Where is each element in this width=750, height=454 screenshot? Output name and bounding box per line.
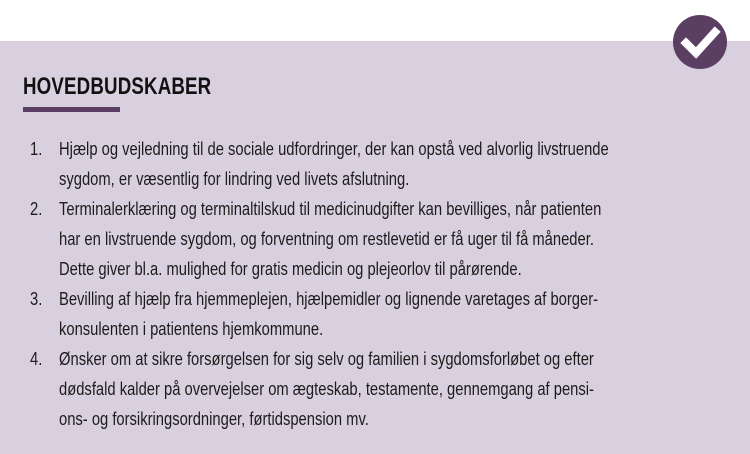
list-item-text-line: Terminalerklæring og terminaltilskud til medicinudgifter kan bevilliges, når patienten xyxy=(59,199,602,219)
list-item-text-line: konsulenten i patientens hjemkommune. xyxy=(59,319,324,339)
list-item xyxy=(0,134,729,194)
list-item xyxy=(0,344,729,434)
list-item-number: 1. xyxy=(30,139,43,159)
check-badge xyxy=(673,15,727,69)
list-item-text-line: Dette giver bl.a. mulighed for gratis medicin og plejeorlov til pårørende. xyxy=(59,259,522,279)
list-item xyxy=(0,194,729,284)
list-item-number: 3. xyxy=(30,289,43,309)
list-item-text-line: sygdom, er væsentlig for lindring ved livets afslutning. xyxy=(59,169,410,189)
list-item xyxy=(0,284,729,344)
section-heading: HOVEDBUDSKABER xyxy=(23,73,212,100)
list-item-text-line: ons- og forsikringsordninger, førtidspension mv. xyxy=(59,409,369,429)
list-item-text-line: Bevilling af hjælp fra hjemmeplejen, hjælpemidler og lignende varetages af borger- xyxy=(59,289,599,309)
list-item-number: 4. xyxy=(30,349,43,369)
list-item-number: 2. xyxy=(30,199,43,219)
key-messages-list xyxy=(0,134,729,434)
list-item-text-line: har en livstruende sygdom, og forventning om restlevetid er få uger til få måneder. xyxy=(59,229,594,249)
heading-underline xyxy=(23,107,120,112)
list-item-text-line: Hjælp og vejledning til de sociale udfordringer, der kan opstå ved alvorlig livstruende xyxy=(59,139,609,159)
list-item-text-line: Ønsker om at sikre forsørgelsen for sig selv og familien i sygdomsforløbet og efter xyxy=(59,349,594,369)
list-item-text-line: dødsfald kalder på overvejelser om ægteskab, testamente, gennemgang af pensi- xyxy=(59,379,594,399)
checkmark-icon xyxy=(673,15,727,69)
